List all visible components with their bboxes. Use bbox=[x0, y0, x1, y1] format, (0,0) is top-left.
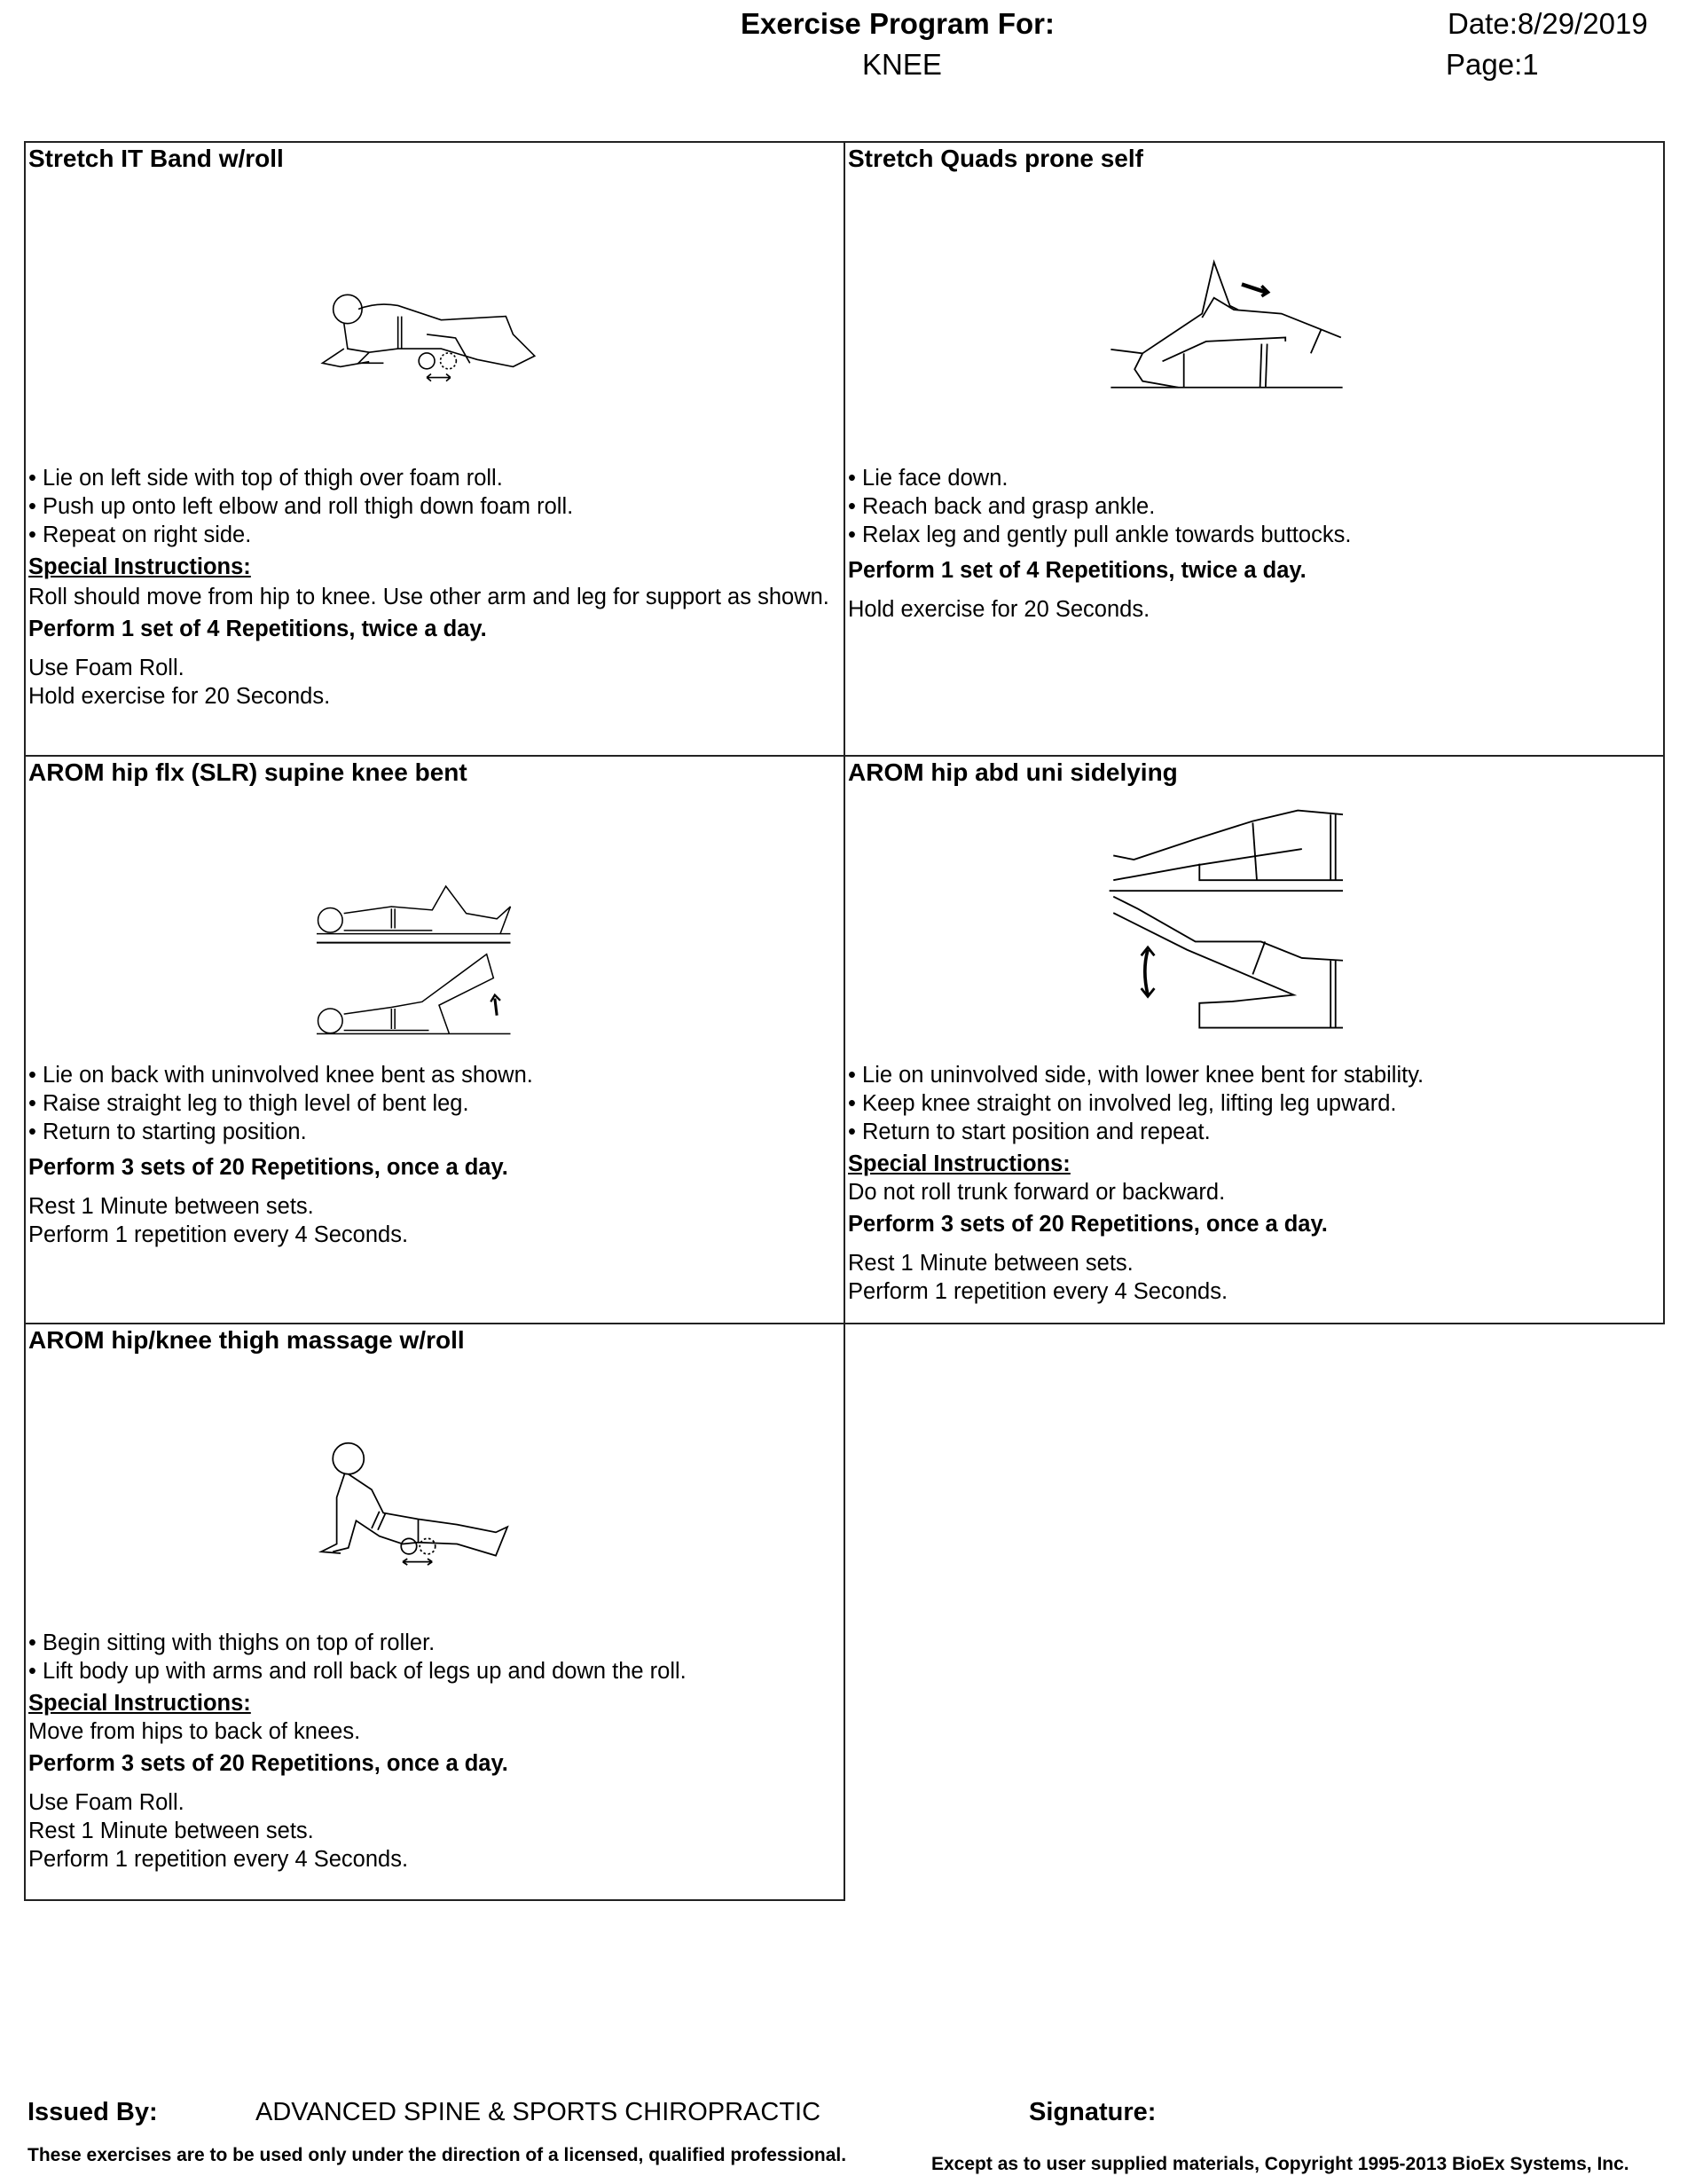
step: • Keep knee straight on involved leg, lifting leg upward. bbox=[848, 1091, 1397, 1116]
prone-quad-stretch-illustration bbox=[1104, 250, 1379, 401]
step: • Raise straight leg to thigh level of bent leg. bbox=[28, 1091, 469, 1116]
exercise-body bbox=[28, 1061, 838, 1249]
exercise-title: Stretch Quads prone self bbox=[848, 145, 1143, 172]
exercise-card bbox=[24, 755, 845, 1324]
exercise-title: Stretch IT Band w/roll bbox=[28, 145, 284, 172]
exercise-title: AROM hip abd uni sidelying bbox=[848, 758, 1178, 786]
step: • Push up onto left elbow and roll thigh down foam roll. bbox=[28, 494, 574, 519]
note: Perform 1 repetition every 4 Seconds. bbox=[848, 1279, 1228, 1304]
special-instructions-label: Special Instructions: bbox=[848, 1151, 1071, 1176]
exercise-title: AROM hip flx (SLR) supine knee bent bbox=[28, 758, 467, 786]
issued-by-value: ADVANCED SPINE & SPORTS CHIROPRACTIC bbox=[255, 2098, 821, 2126]
note: Rest 1 Minute between sets. bbox=[848, 1251, 1134, 1276]
exercise-title: AROM hip/knee thigh massage w/roll bbox=[28, 1326, 465, 1354]
step: • Begin sitting with thighs on top of roller. bbox=[28, 1630, 436, 1655]
exercise-card bbox=[24, 141, 845, 757]
special-instructions-label: Special Instructions: bbox=[28, 1691, 251, 1716]
page-number bbox=[1446, 48, 1539, 82]
step: • Return to starting position. bbox=[28, 1119, 307, 1144]
step: • Lift body up with arms and roll back of legs up and down the roll. bbox=[28, 1659, 687, 1684]
disclaimer: These exercises are to be used only under the direction of a licensed, qualified professional. bbox=[27, 2145, 847, 2165]
exercise-body bbox=[28, 1629, 838, 1874]
exercise-card bbox=[24, 1323, 845, 1901]
dosage: Perform 3 sets of 20 Repetitions, once a day. bbox=[848, 1212, 1328, 1237]
step: • Lie on uninvolved side, with lower knee bent for stability. bbox=[848, 1063, 1424, 1088]
signature-label: Signature: bbox=[1029, 2098, 1157, 2126]
date-label: Date: bbox=[1448, 7, 1518, 40]
exercise-body bbox=[848, 464, 1658, 624]
step: • Return to start position and repeat. bbox=[848, 1119, 1211, 1144]
step: • Lie on back with uninvolved knee bent as shown. bbox=[28, 1063, 533, 1088]
step: • Lie on left side with top of thigh over foam roll. bbox=[28, 466, 503, 491]
program-title: Exercise Program For: bbox=[741, 7, 1055, 40]
date-value: 8/29/2019 bbox=[1517, 7, 1648, 40]
exercise-card bbox=[844, 755, 1665, 1324]
page-value: 1 bbox=[1522, 48, 1539, 81]
special-instructions-label: Special Instructions: bbox=[28, 554, 251, 579]
date-field bbox=[1448, 7, 1648, 41]
issued-by-label: Issued By: bbox=[27, 2098, 158, 2126]
page-label: Page: bbox=[1446, 48, 1523, 81]
program-subject: KNEE bbox=[862, 48, 942, 81]
seated-thigh-roll-illustration bbox=[301, 1435, 536, 1591]
sidelying-hip-abduction-illustration bbox=[1105, 797, 1376, 1054]
special-instructions: Do not roll trunk forward or backward. bbox=[848, 1180, 1226, 1205]
exercise-card bbox=[844, 141, 1665, 757]
dosage: Perform 3 sets of 20 Repetitions, once a day. bbox=[28, 1751, 508, 1776]
copyright: Except as to user supplied materials, Copyright 1995-2013 BioEx Systems, Inc. bbox=[931, 2154, 1629, 2174]
note: Rest 1 Minute between sets. bbox=[28, 1819, 314, 1843]
step: • Lie face down. bbox=[848, 466, 1008, 491]
exercise-body bbox=[28, 464, 838, 711]
note: Rest 1 Minute between sets. bbox=[28, 1194, 314, 1219]
step: • Reach back and grasp ankle. bbox=[848, 494, 1156, 519]
note: Use Foam Roll. bbox=[28, 1790, 184, 1815]
special-instructions: Roll should move from hip to knee. Use other arm and leg for support as shown. bbox=[28, 585, 829, 609]
supine-straight-leg-raise-illustration bbox=[286, 845, 552, 1049]
dosage: Perform 1 set of 4 Repetitions, twice a day. bbox=[848, 558, 1307, 583]
dosage: Perform 3 sets of 20 Repetitions, once a day. bbox=[28, 1155, 508, 1180]
exercise-body bbox=[848, 1061, 1658, 1306]
note: Hold exercise for 20 Seconds. bbox=[28, 684, 331, 709]
note: Use Foam Roll. bbox=[28, 656, 184, 680]
note: Perform 1 repetition every 4 Seconds. bbox=[28, 1847, 409, 1872]
note: Perform 1 repetition every 4 Seconds. bbox=[28, 1222, 409, 1247]
step: • Relax leg and gently pull ankle towards buttocks. bbox=[848, 522, 1352, 547]
step: • Repeat on right side. bbox=[28, 522, 252, 547]
special-instructions: Move from hips to back of knees. bbox=[28, 1719, 361, 1744]
side-lying-foam-roll-illustration bbox=[294, 277, 545, 406]
dosage: Perform 1 set of 4 Repetitions, twice a day. bbox=[28, 617, 487, 641]
note: Hold exercise for 20 Seconds. bbox=[848, 597, 1150, 622]
